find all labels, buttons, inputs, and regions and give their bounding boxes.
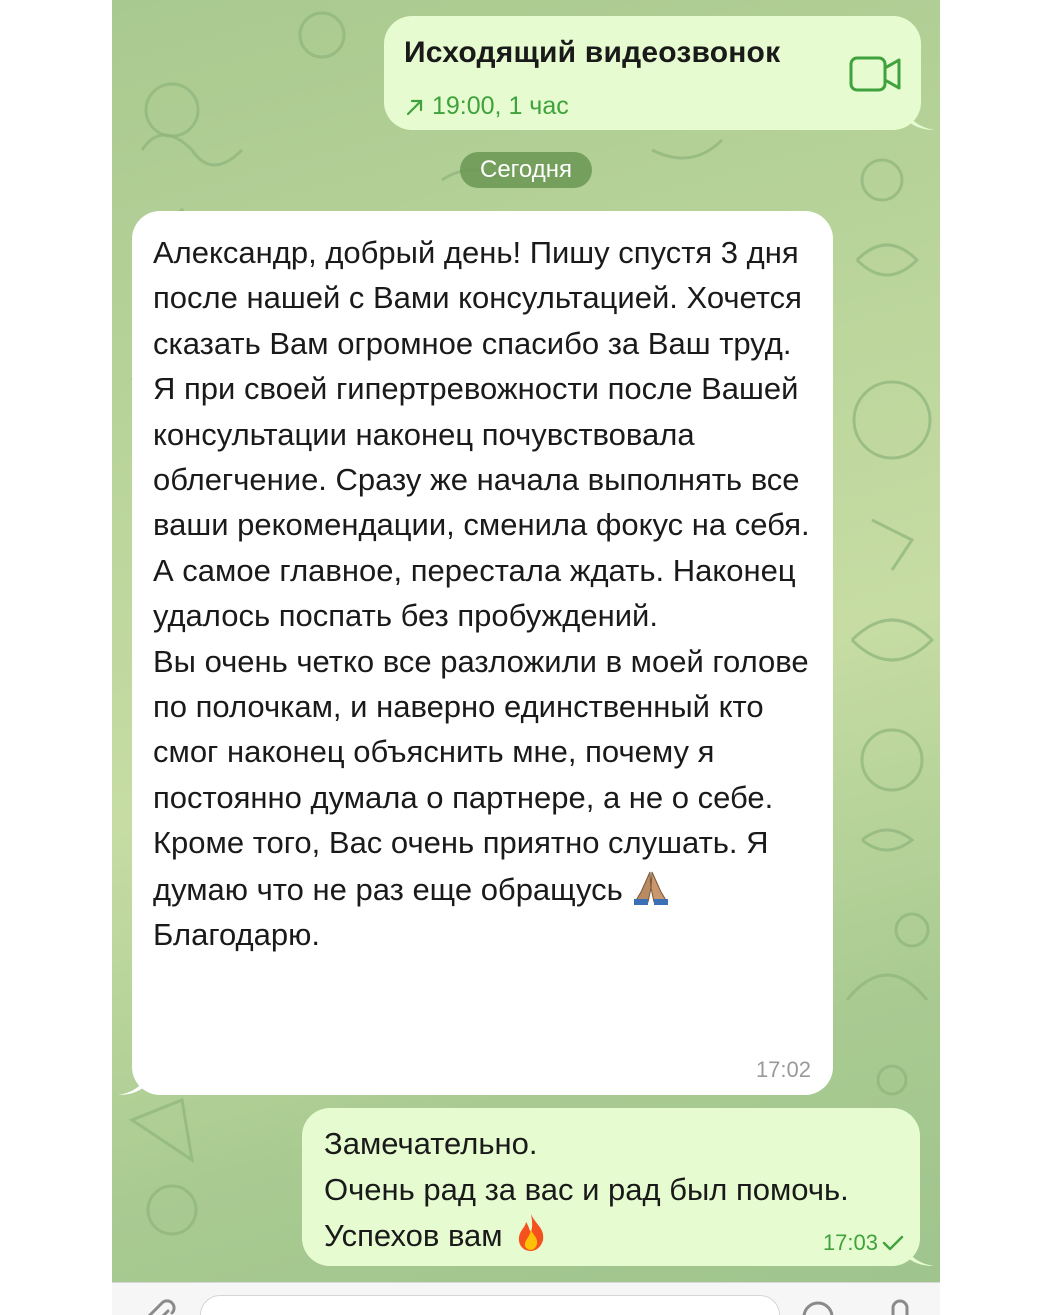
paperclip-icon[interactable] [140, 1297, 180, 1315]
outgoing-message-bubble[interactable] [302, 1108, 920, 1266]
sticker-icon[interactable] [800, 1299, 836, 1315]
incoming-message-time: 17:02 [755, 1057, 811, 1082]
incoming-message-closing: Благодарю. [153, 917, 320, 953]
call-time-duration: 19:00, 1 час [432, 92, 569, 120]
outgoing-call-bubble[interactable] [384, 16, 921, 130]
message-input-bar [112, 1282, 940, 1315]
bubble-tail [905, 104, 935, 130]
microphone-icon[interactable] [882, 1297, 918, 1315]
outgoing-arrow-icon [404, 96, 426, 118]
message-input[interactable] [200, 1295, 780, 1315]
single-check-icon [880, 1233, 906, 1253]
outgoing-message-body: Замечательно. Очень рад за вас и рад был помочь. Успехов вам [324, 1126, 849, 1253]
bubble-tail [904, 1240, 934, 1266]
outgoing-message-time: 17:03 [822, 1230, 878, 1255]
outgoing-message-text [324, 1121, 900, 1259]
chat-screen [112, 0, 940, 1315]
incoming-message-bubble[interactable] [132, 211, 833, 1095]
call-meta [404, 92, 569, 121]
incoming-message-body: Александр, добрый день! Пишу спустя 3 дня после нашей с Вами консультацией. Хочется сказать Вам огромное спасибо за Ваш труд. Я при своей гипертревожности после Вашей консультации наконец почувствовала облегчение. Сразу же начала выполнять все ваши рекомендации, сменила фокус на себя. А самое главное, перестала ждать. Наконец удалось поспать без пробуждений. Вы очень четко все разложили в моей голове по полочкам, и наверно единственный кто смог наконец объяснить мне, почему я постоянно думала о партнере, а не о себе. Кроме того, Вас очень приятно слушать. Я думаю что не раз еще обращусь [153, 235, 810, 907]
call-title: Исходящий видеозвонок [404, 36, 781, 69]
video-camera-icon[interactable] [849, 54, 903, 94]
fire-emoji [511, 1212, 551, 1252]
outgoing-message-time-status [823, 1230, 906, 1256]
incoming-message-text [153, 230, 813, 958]
folded-hands-emoji [631, 866, 671, 906]
date-separator: Сегодня [460, 152, 592, 188]
bubble-tail [118, 1069, 148, 1095]
